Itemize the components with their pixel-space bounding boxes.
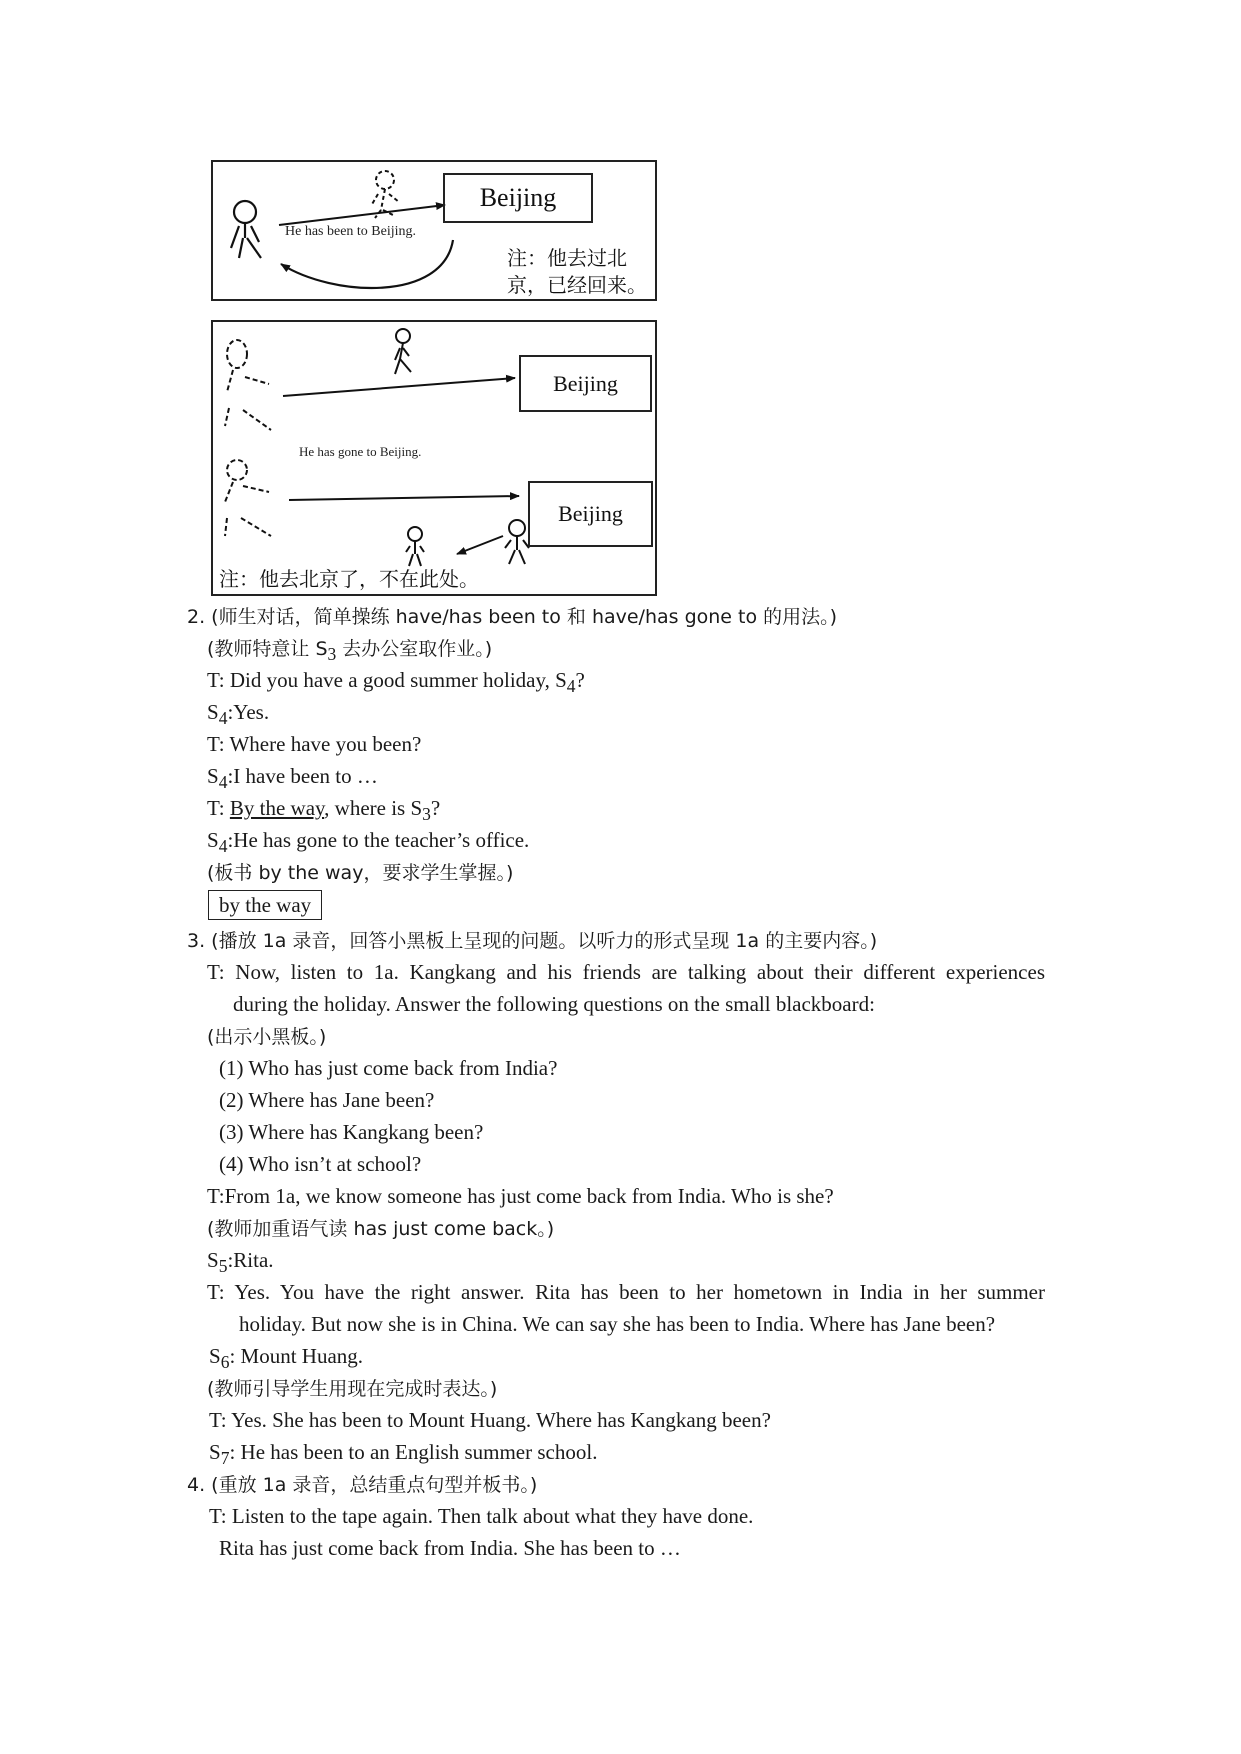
teacher-note: (出示小黑板。) [207,1026,327,1048]
dialogue-teacher: T: Listen to the tape again. Then talk about what they have done. [209,1504,754,1528]
city-label-bottom: Beijing [558,501,623,526]
teacher-note: (教师加重语气读 has just come back。) [207,1218,555,1240]
figure-note: 注：他去北京了，不在此处。 [219,567,479,591]
dialogue-teacher: T:From 1a, we know someone has just come back from India. Who is she? [207,1184,834,1208]
question-3: (3) Where has Kangkang been? [219,1120,484,1144]
question-4: (4) Who isn’t at school? [219,1152,422,1176]
city-label: Beijing [479,183,557,212]
dialogue-teacher: T: Yes. She has been to Mount Huang. Where has Kangkang been? [209,1408,771,1432]
teacher-note: (板书 by the way，要求学生掌握。) [207,862,514,884]
city-label-top: Beijing [553,370,618,396]
teacher-note: (教师特意让 $S_3$ 去办公室取作业。) [207,638,493,665]
figure-note-line2: 京，已经回来。 [507,273,647,297]
dialogue-teacher: T: By the way, where is $S_3$? [207,796,441,825]
dialogue-teacher: T: Now, listen to 1a. Kangkang and his friends are talking about their different experiences [207,960,1045,984]
section-4-title: 4. (重放 1a 录音，总结重点句型并板书。) [187,1474,538,1496]
section-3-title: 3. (播放 1a 录音，回答小黑板上呈现的问题。以听力的形式呈现 1a 的主要内容。) [187,930,878,952]
figure-caption: He has gone to Beijing. [299,444,422,459]
blackboard-phrase-box: by the way [208,890,322,920]
dialogue-student: $S_4:He$ has gone to the teacher’s office. [207,828,530,857]
dialogue-teacher: T: Yes. You have the right answer. Rita has been to her hometown in India in her summer [207,1280,1045,1304]
dialogue-teacher: T: Did you have a good summer holiday, $S_4$? [207,668,585,697]
dialogue-student: $S_7$: He has been to an English summer school. [209,1440,598,1469]
dialogue-student: $S_4:Yes$. [207,700,270,729]
figure-caption: He has been to Beijing. [285,224,417,239]
question-1: (1) Who has just come back from India? [219,1056,558,1080]
dialogue-student: $S_4:I$ have been to … [207,764,378,793]
dialogue-teacher-cont: during the holiday. Answer the following questions on the small blackboard: [233,992,875,1016]
section-2-title: 2. (师生对话，简单操练 have/has been to 和 have/has gone to 的用法。) [187,606,838,628]
teacher-note: (教师引导学生用现在完成时表达。) [207,1378,498,1400]
figure-note-line1: 注：他去过北 [507,246,627,270]
underlined-phrase: By the way [229,796,325,820]
dialogue-teacher: T: Where have you been? [207,732,422,756]
question-2: (2) Where has Jane been? [219,1088,435,1112]
dialogue-student: $S_5:Rita$. [207,1248,274,1277]
summary-sentence: Rita has just come back from India. She has been to … [219,1536,681,1560]
dialogue-student: $S_6$: Mount Huang. [209,1344,364,1373]
dialogue-teacher-cont: holiday. But now she is in China. We can say she has been to India. Where has Jane been? [239,1312,996,1336]
